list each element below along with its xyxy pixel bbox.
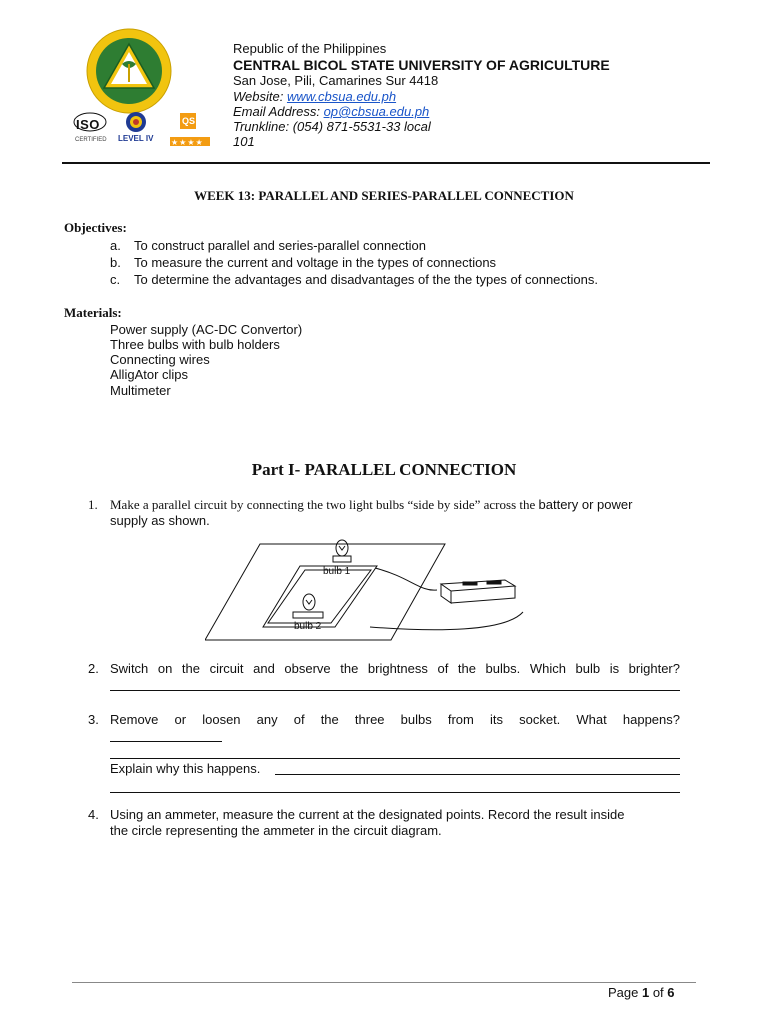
header-divider — [62, 162, 710, 164]
material-item: Connecting wires — [110, 352, 210, 367]
qs-stars-icon: ★★★★ — [171, 138, 204, 147]
material-item: Multimeter — [110, 383, 171, 398]
step-number: 2. — [88, 661, 99, 676]
parallel-circuit-diagram — [205, 532, 535, 644]
bulb-2-label: bulb 2 — [294, 621, 322, 632]
step-number: 4. — [88, 807, 99, 822]
level-iv-logo — [126, 112, 146, 132]
step-3-text: Remove or loosen any of the three bulbs from its socket. What happens? — [110, 712, 680, 727]
iso-logo-subtext: CERTIFIED — [75, 137, 107, 143]
page-of-label: of — [649, 985, 668, 1000]
footer-divider — [72, 982, 696, 983]
bulb-2-icon — [293, 594, 323, 618]
answer-line[interactable] — [275, 774, 680, 775]
step-1-text — [110, 497, 680, 513]
objectives-label: Objectives: — [64, 220, 127, 235]
objective-letter: a. — [110, 238, 121, 253]
objective-letter: b. — [110, 255, 121, 270]
header-university-name: CENTRAL BICOL STATE UNIVERSITY OF AGRICULTURE — [233, 57, 610, 73]
objective-text: To construct parallel and series-parallel connection — [134, 238, 426, 253]
step-4-text-line2: the circle representing the ammeter in the circuit diagram. — [110, 823, 442, 838]
step-number: 1. — [88, 497, 98, 512]
page-number — [608, 985, 675, 1000]
step-1-text-line2: supply as shown. — [110, 513, 210, 528]
university-seal-logo — [86, 28, 172, 114]
header-republic: Republic of the Philippines — [233, 41, 387, 56]
materials-label: Materials: — [64, 305, 122, 320]
material-item: Power supply (AC-DC Convertor) — [110, 322, 303, 337]
answer-line[interactable] — [110, 741, 222, 742]
header-email — [233, 104, 429, 120]
email-label: Email Address: — [233, 104, 324, 119]
header-trunkline: Trunkline: (054) 871-5531-33 local — [233, 119, 431, 134]
objective-text: To determine the advantages and disadvantages of the the types of connections. — [134, 272, 598, 287]
step-1-text-serif: Make a parallel circuit by connecting the two light bulbs “side by side” across the — [110, 497, 539, 512]
qs-logo-text: QS — [182, 116, 196, 126]
iso-logo-text: ISO — [76, 117, 100, 132]
header-trunkline-local: 101 — [233, 134, 255, 149]
header-address: San Jose, Pili, Camarines Sur 4418 — [233, 73, 439, 88]
step-1-text-sans: battery or power — [538, 497, 633, 512]
bulb-1-label: bulb 1 — [323, 566, 351, 577]
step-2-text: Switch on the circuit and observe the brightness of the bulbs. Which bulb is brighter? — [110, 661, 680, 676]
header-website — [233, 89, 396, 105]
objective-text: To measure the current and voltage in the types of connections — [134, 255, 497, 270]
step-4-text-line1: Using an ammeter, measure the current at the designated points. Record the result inside — [110, 807, 625, 822]
material-item: Three bulbs with bulb holders — [110, 337, 280, 352]
page-label: Page — [608, 985, 642, 1000]
level-iv-logo-text: LEVEL IV — [118, 134, 154, 143]
total-pages: 6 — [667, 985, 675, 1000]
answer-line[interactable] — [110, 792, 680, 793]
answer-line[interactable] — [110, 690, 680, 691]
step-number: 3. — [88, 712, 99, 727]
step-3-explain: Explain why this happens. — [110, 761, 261, 776]
current-page: 1 — [641, 985, 650, 1000]
bulb-1-icon — [333, 540, 351, 562]
objective-letter: c. — [110, 272, 121, 287]
website-label: Website: — [233, 89, 287, 104]
part-title: Part I- PARALLEL CONNECTION — [251, 460, 517, 479]
material-item: AlligAtor clips — [110, 367, 189, 382]
power-supply-icon — [441, 580, 515, 603]
website-link[interactable]: www.cbsua.edu.ph — [286, 89, 397, 104]
email-link[interactable]: op@cbsua.edu.ph — [323, 104, 430, 119]
answer-line[interactable] — [110, 758, 680, 759]
week-title: WEEK 13: PARALLEL AND SERIES-PARALLEL CONNECTION — [194, 188, 574, 203]
